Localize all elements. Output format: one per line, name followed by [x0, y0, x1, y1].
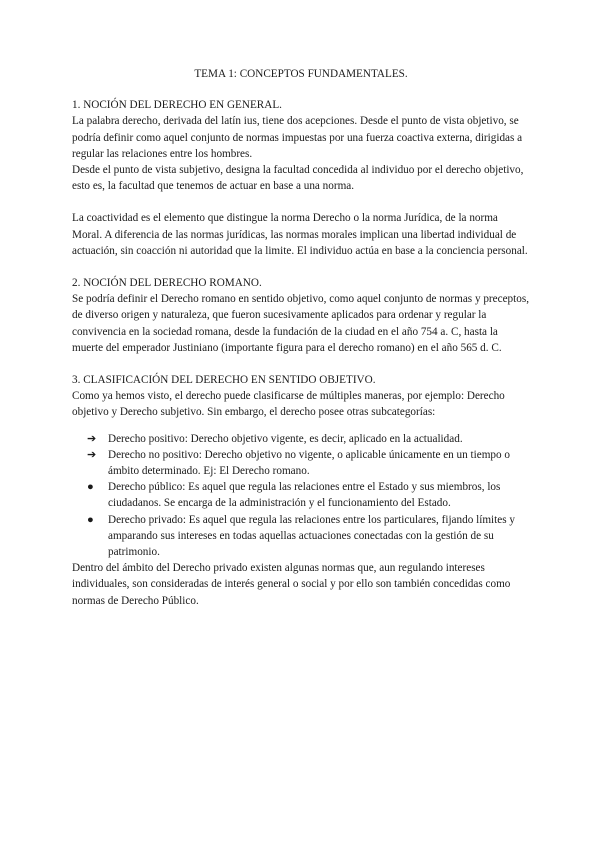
list-item: [72, 431, 530, 447]
section-3-intro: Como ya hemos visto, el derecho puede clasificarse de múltiples maneras, por ejemplo: Derecho objetivo y Derecho subjetivo. Sin embargo, el derecho posee otras subcategorías:: [72, 390, 505, 419]
arrow-icon: ➔: [87, 448, 97, 461]
list-item: [72, 447, 530, 479]
section-1-heading: 1. NOCIÓN DEL DERECHO EN GENERAL.: [72, 99, 282, 112]
list-item-text: Derecho privado: Es aquel que regula las relaciones entre los particulares, fijando límites y amparando sus intereses en todas aquellas actuaciones conectadas con la gestión de su patrimonio.: [108, 513, 515, 559]
section-1-paragraph-2: Desde el punto de vista subjetivo, designa la facultad concedida al individuo por el derecho objetivo, esto es, la facultad que tenemos de actuar en base a una norma.: [72, 164, 524, 193]
bullet-icon: ●: [87, 513, 94, 526]
list-item-text: Derecho público: Es aquel que regula las relaciones entre el Estado y sus miembros, los ciudadanos. Se encarga de la administración y el funcionamiento del Estado.: [108, 481, 501, 510]
section-2-paragraph-1: Se podría definir el Derecho romano en sentido objetivo, como aquel conjunto de normas y preceptos, de diverso origen y naturaleza, que fueron sucesivamente aplicados para ordenar y regular la convivencia en la sociedad romana, desde la fundación de la ciudad en el año 754 a. C, hasta la muerte del emperador Justiniano (importante figura para el derecho romano) en el año 565 d. C.: [72, 293, 529, 354]
list-item-text: Derecho no positivo: Derecho objetivo no vigente, o aplicable únicamente en un tiempo o ámbito determinado. Ej: El Derecho romano.: [108, 448, 511, 478]
document-body: [72, 66, 530, 609]
document-title: TEMA 1: CONCEPTOS FUNDAMENTALES.: [194, 68, 408, 80]
section-3-heading: 3. CLASIFICACIÓN DEL DERECHO EN SENTIDO OBJETIVO.: [72, 374, 376, 387]
list-item-text: Derecho positivo: Derecho objetivo vigente, es decir, aplicado en la actualidad.: [108, 432, 463, 445]
list-item: [72, 479, 530, 511]
section-2-heading: 2. NOCIÓN DEL DERECHO ROMANO.: [72, 277, 262, 290]
section-1-paragraph-3: La coactividad es el elemento que distingue la norma Derecho o la norma Jurídica, de la norma Moral. A diferencia de las normas jurídicas, las normas morales implican una libertad individual de actuación, sin coacción ni autoridad que la limite. El individuo actúa en base a la conciencia personal.: [72, 212, 528, 257]
section-3-outro: Dentro del ámbito del Derecho privado existen algunas normas que, aun regulando intereses individuales, son consideradas de interés general o social y por ello son también concedidas como normas de Derecho Público.: [72, 562, 511, 607]
classification-list: [72, 431, 530, 561]
arrow-icon: ➔: [87, 432, 97, 445]
bullet-icon: ●: [87, 481, 94, 494]
section-1-paragraph-1: La palabra derecho, derivada del latín ius, tiene dos acepciones. Desde el punto de vista objetivo, se podría definir como aquel conjunto de normas impuestas por una fuerza coactiva externa, dirigidas a regular las relaciones entre los hombres.: [72, 115, 523, 160]
list-item: [72, 512, 530, 561]
